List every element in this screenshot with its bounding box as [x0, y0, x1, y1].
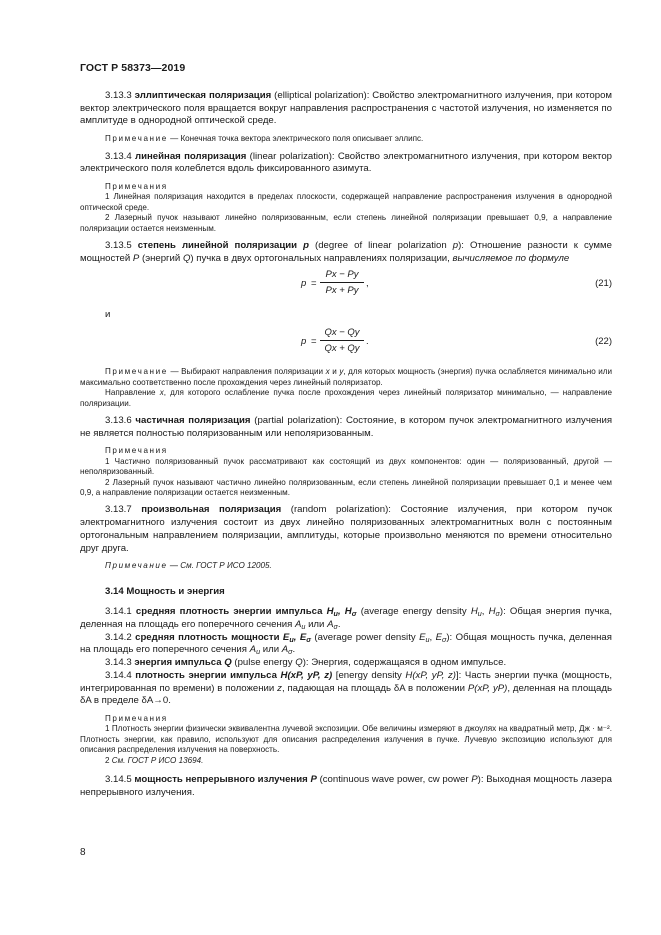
- symbol: E: [435, 631, 442, 643]
- equation-number: (22): [595, 336, 612, 348]
- symbol: Q: [224, 657, 232, 669]
- term-name: эллиптическая поляризация: [134, 90, 272, 101]
- symbol: Q: [182, 252, 191, 264]
- note-text: , для которого ослабление пучка после прохождения через линейный поляризатор минимально, — направление поляризации.: [80, 388, 612, 408]
- notes-label: [80, 182, 612, 192]
- formula-numerator: Qx − Qy: [320, 327, 364, 341]
- note-item: 1 Плотность энергии физически эквивалентна лучевой экспозиции. Обе величины измеряют в джоулях на квадратный метр, Дж · м⁻². Плотность энергии, как правило, используют для описания распределения излучения в пучке. Лучевую экспозицию используют для описания распределения излучения на поверхность.: [80, 724, 612, 755]
- note-text: — Выбирают направления поляризации: [170, 367, 323, 377]
- term-number: 3.13.7: [105, 504, 132, 516]
- term-english: (degree of linear polarization: [315, 239, 447, 251]
- note-label: Примечание: [105, 561, 168, 571]
- subscript: u: [301, 622, 306, 632]
- note-3-13-5: [80, 367, 612, 388]
- note-item: 1 Частично поляризованный пучок рассматривают как состоящий из двух компонентов: один — поляризованный, другой — неполяризованный.: [80, 456, 612, 477]
- term-name: средняя плотность мощности: [135, 631, 280, 643]
- note-text: — См. ГОСТ Р ИСО 12005.: [169, 561, 272, 571]
- term-name: произвольная поляризация: [141, 504, 282, 516]
- notes-heading: Примечания: [105, 446, 168, 456]
- term-definition: ]: Часть энергии пучка (мощность, интегрированная по времени) в положении: [80, 669, 612, 694]
- symbol: δA: [80, 695, 92, 707]
- note-text: , для которых мощность (энергия) пучка ослабляется минимально или максимально соответственно после прохождения через линейный поляризатор.: [80, 367, 613, 387]
- term-english: (average power density: [314, 631, 416, 643]
- note-text: — Конечная точка вектора электрического поля описывает эллипс.: [170, 134, 424, 144]
- term-definition: (random polarization): Состояние излучения, при котором пучок электромагнитного излучения состоит из двух линейно поляризованных электромагнитных волн с постоянным ортогональным направлением поляризации, амплитуды, которые произвольно меняются по времени относительно друг друга.: [80, 504, 612, 554]
- note-item: 2 Лазерный пучок называют линейно поляризованным, если степень линейной поляризации превышает 0,9, а направление поляризации остается неизменным.: [80, 213, 612, 233]
- term-3-13-6: [80, 415, 612, 440]
- notes-heading: Примечания: [105, 713, 168, 723]
- symbol: H(xP, yP, z): [280, 669, 333, 681]
- formula-punct: ,: [366, 278, 369, 290]
- subscript: σ: [351, 609, 357, 619]
- term-3-13-5: [80, 240, 612, 265]
- term-english: [energy density: [335, 669, 402, 681]
- term-name: линейная поляризация: [135, 150, 247, 162]
- formula-21: [80, 269, 612, 301]
- symbol: A: [281, 644, 289, 656]
- term-number: 3.14.1: [105, 606, 132, 618]
- formula-equals: =: [311, 336, 317, 348]
- term-name: частичная поляризация: [135, 414, 251, 426]
- formula-22: [80, 327, 612, 359]
- symbol: H: [344, 606, 352, 618]
- equation-number: (21): [595, 278, 612, 290]
- subscript: σ: [495, 609, 500, 619]
- symbol: A: [295, 619, 302, 631]
- term-name: степень линейной поляризации: [137, 239, 298, 251]
- symbol: H: [326, 606, 334, 618]
- term-english: (pulse energy: [234, 657, 293, 669]
- note-text: и: [332, 367, 337, 377]
- page-number: 8: [80, 847, 86, 858]
- subscript: u: [333, 609, 338, 619]
- symbol: δA→0: [141, 695, 169, 707]
- term-name: плотность энергии импульса: [135, 669, 277, 681]
- formula-numerator: Px − Py: [320, 269, 364, 283]
- symbol: p: [452, 239, 459, 251]
- term-name: средняя плотность энергии импульса: [135, 606, 323, 618]
- symbol: y: [339, 367, 344, 377]
- subscript: u: [477, 609, 482, 619]
- note-label: Примечание: [105, 367, 168, 377]
- symbol: A: [249, 644, 257, 656]
- term-definition: ): Общая энергия пучка, деленная на площадь его поперечного сечения: [80, 606, 612, 631]
- term-3-14-2: 3.14.2 средняя плотность мощности $E_u$, $E_\sigma$ (average power density $E_u$, $E_\sigma$): Общая мощность пучка, деленная на площадь его поперечного сечения $A_u$ или $A_\sigma$.: [80, 631, 612, 657]
- symbol: P: [132, 252, 140, 264]
- term-number: 3.14.3: [105, 657, 132, 669]
- note-3-13-7: [80, 561, 612, 571]
- symbol: P: [471, 774, 478, 785]
- formula-denominator: Px + Py: [325, 285, 359, 297]
- term-number: 3.13.4: [105, 150, 132, 162]
- formula-lhs: p: [301, 278, 307, 290]
- symbol: E: [282, 631, 290, 643]
- formula-fraction: [320, 327, 364, 355]
- notes-label: [80, 714, 612, 724]
- subscript: σ: [288, 647, 293, 657]
- term-definition: ): Общая мощность пучка, деленная на площадь его поперечного сечения: [80, 631, 612, 656]
- term-definition: ): Энергия, содержащаяся в одном импульсе.: [302, 657, 507, 669]
- symbol: H: [488, 606, 496, 618]
- symbol: H: [470, 606, 478, 618]
- text: в положении: [407, 682, 465, 694]
- subscript: u: [256, 647, 261, 657]
- note-3-13-5-cont: [80, 388, 612, 409]
- symbol: H(xP, yP, z): [405, 669, 456, 681]
- formula-equals: =: [311, 278, 317, 290]
- term-number: 3.13.5: [105, 239, 132, 251]
- term-3-14-3: [80, 657, 612, 670]
- term-3-14-1: 3.14.1 средняя плотность энергии импульса $H_u$, $H_\sigma$ (average energy density $H_u$, $H_\sigma$): Общая энергия пучка, деленная на площадь его поперечного сечения $A_u$ или $A_\sigma$.: [80, 606, 612, 632]
- symbol: A: [327, 619, 334, 631]
- symbol: x: [159, 388, 164, 398]
- symbol: P(xP, yP): [467, 682, 508, 694]
- notes-heading: Примечания: [105, 181, 168, 191]
- note-number: 2: [105, 755, 110, 765]
- subscript: u: [289, 634, 294, 644]
- text: (энергий: [142, 252, 181, 264]
- formula-lhs: p: [301, 336, 307, 348]
- term-english: (average energy density: [360, 606, 467, 618]
- symbol: P: [310, 774, 317, 785]
- subscript: σ: [333, 622, 338, 632]
- term-english: (continuous wave power, cw power: [319, 774, 469, 785]
- standard-header: ГОСТ Р 58373—2019: [80, 62, 186, 74]
- term-number: 3.13.3: [105, 90, 132, 101]
- text: в пределе: [93, 695, 139, 707]
- note-text: Направление: [105, 388, 156, 398]
- text: ) пучка в двух ортогональных направлениях поляризации,: [190, 252, 450, 264]
- formula-denominator: Qx + Qy: [324, 343, 360, 355]
- text: , деленная на площадь: [507, 682, 612, 694]
- term-number: 3.13.6: [105, 414, 132, 426]
- term-number: 3.14.4: [105, 669, 132, 681]
- text: , падающая на площадь: [281, 682, 392, 694]
- term-definition: (partial polarization): Состояние, в котором пучок электромагнитного излучения не является полностью поляризованным или неполяризованным.: [80, 414, 613, 439]
- note-item: 1 Линейная поляризация находится в пределах плоскости, содержащей направление распространения излучения в однородной оптической среде.: [80, 192, 612, 212]
- note-text: См. ГОСТ Р ИСО 13694.: [111, 755, 204, 765]
- page-content: [80, 90, 612, 799]
- symbol: x: [325, 367, 330, 377]
- formula-fraction: [320, 269, 364, 297]
- term-number: 3.14.5: [105, 774, 132, 785]
- term-3-14-4: [80, 670, 612, 708]
- symbol: E: [419, 631, 426, 643]
- term-3-13-4: [80, 151, 612, 176]
- symbol: δA: [393, 682, 406, 694]
- subscript: u: [425, 634, 430, 644]
- and-word: и: [105, 309, 111, 321]
- section-title: 3.14 Мощность и энергия: [105, 585, 225, 597]
- term-name: энергия импульса: [134, 657, 222, 669]
- term-definition: ): Отношение разности к сумме мощностей: [80, 239, 612, 264]
- subscript: σ: [306, 634, 311, 644]
- formula-punct: .: [366, 336, 369, 348]
- note-item: [80, 756, 612, 766]
- text: .: [337, 619, 341, 631]
- text: или: [262, 644, 280, 656]
- symbol: Q: [295, 657, 303, 669]
- term-definition: ): Выходная мощность лазера непрерывного излучения.: [80, 774, 612, 798]
- term-3-14-5: [80, 774, 612, 799]
- term-3-13-3: [80, 90, 612, 128]
- text: .: [168, 695, 171, 707]
- term-name: мощность непрерывного излучения: [134, 774, 308, 785]
- symbol: E: [299, 631, 307, 643]
- notes-label: [80, 446, 612, 456]
- note-label: Примечание: [105, 134, 168, 144]
- term-number: 3.14.2: [105, 631, 132, 643]
- term-definition: (linear polarization): Свойство электромагнитного излучения, при котором вектор электрического поля колеблется вдоль фиксированного азимута.: [80, 150, 613, 175]
- symbol: z: [277, 682, 282, 694]
- text: вычисляемое по формуле: [452, 252, 570, 264]
- term-symbol: p: [303, 239, 309, 251]
- term-3-13-7: [80, 504, 612, 555]
- note-3-13-3: [80, 134, 612, 144]
- note-item: 2 Лазерный пучок называют частично линейно поляризованным, если степень линейной поляризации превышает 0,1 и менее чем 0,9, а направление поляризации остается неизменным.: [80, 477, 612, 498]
- text: или: [308, 619, 325, 631]
- term-definition: (elliptical polarization): Свойство электромагнитного излучения, при котором вектор электрического поля вращается вокруг направления распространения с частотой излучения, но изменяется по амплитуде в однородной оптической среде.: [80, 90, 613, 127]
- text: .: [292, 644, 296, 656]
- subscript: σ: [441, 634, 447, 644]
